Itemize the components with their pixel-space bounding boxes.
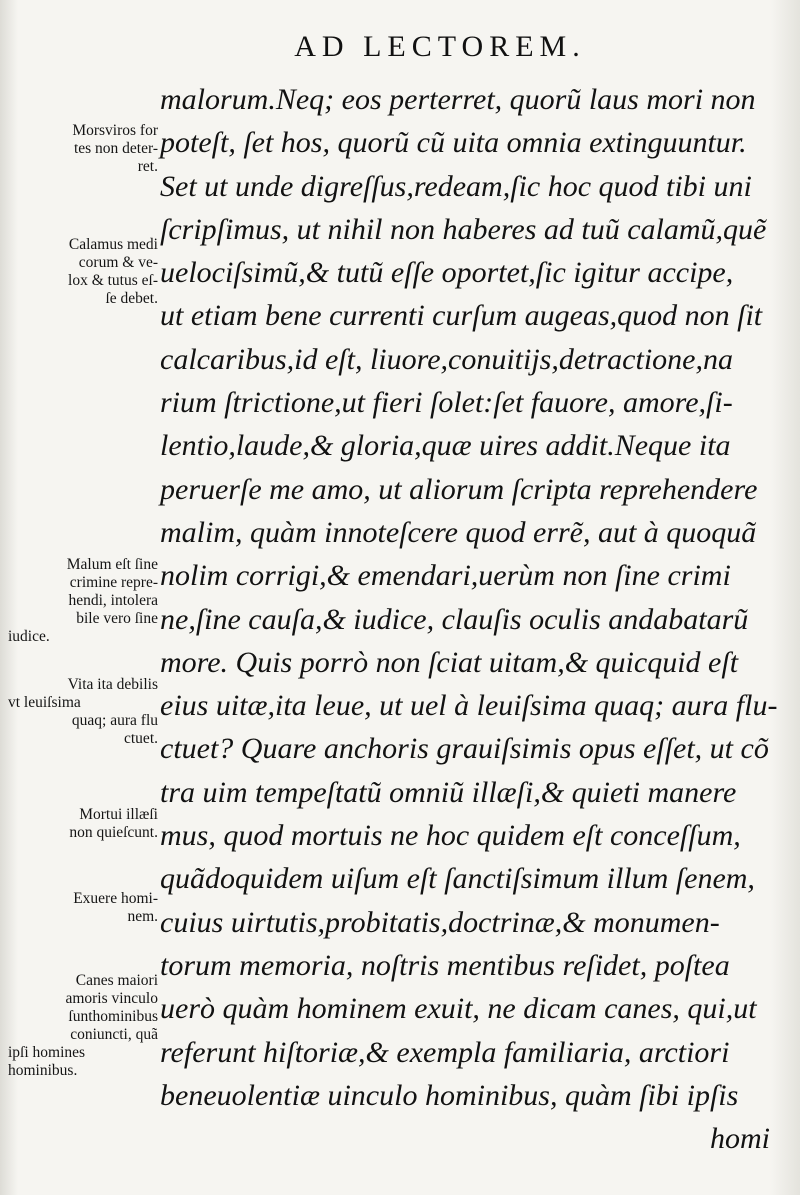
margin-note-line: Vita ita debilis [67,676,158,693]
text-line: rium ſtrictione,ut fieri ſolet:ſet fauore, amore,ſi- [160,386,733,420]
margin-note-line: ipſi homines [8,1044,86,1061]
margin-note-line: Morsviros for [72,122,158,139]
text-line: torum memoria, noſtris mentibus reſidet, poſtea [160,948,730,982]
text-line: malim, quàm innoteſcere quod errẽ, aut à quoquã [160,515,757,549]
margin-note-morsviros [8,122,158,176]
text-line: poteſt, ſet hos, quorũ cũ uita omnia extinguuntur. [160,126,747,160]
margin-note-line: Malum eſt ſine [66,556,158,573]
margin-note-line: Calamus medi [68,236,158,253]
margin-note-exuere [8,890,158,926]
text-line: referunt hiſtoriæ,& exempla familiaria, arctiori [160,1035,730,1069]
text-line: lentio,laude,& gloria,quæ uires addit.Neque ita [160,429,731,463]
text-line: ſcripſimus, ut nihil non haberes ad tuũ calamũ,quẽ [160,212,767,246]
margin-note-line: iudice. [8,628,50,645]
text-line: ctuet? Quare anchoris grauiſsimis opus eſſet, ut cõ [160,732,769,766]
margin-note-malum [8,556,158,646]
margin-note-line: vt leuiſsima [8,694,81,711]
margin-note-line: coniuncti, quã [70,1026,158,1043]
margin-note-line: ret. [137,158,158,175]
margin-note-vita [8,676,158,748]
margin-note-line: Exuere homi- [73,890,158,907]
text-line: eius uitæ,ita leue, ut uel à leuiſsima quaq; aura flu- [160,689,778,723]
text-line: ne,ſine cauſa,& iudice, clauſis oculis andabatarũ [160,602,749,636]
catchword: homi [710,1122,770,1156]
margin-note-line: nem. [127,908,158,925]
text-line: uelociſsimũ,& tutũ eſſe oportet,ſic igitur accipe, [160,256,734,290]
margin-note-canes [8,972,158,1080]
text-line: peruerſe me amo, ut aliorum ſcripta reprehendere [160,472,758,506]
margin-note-line: Canes maiori [75,972,158,989]
margin-note-line: lox & tutus eſ- [68,272,158,289]
margin-note-line: corum & ve- [78,254,158,271]
text-line: quãdoquidem uiſum eſt ſanctiſsimum illum ſenem, [160,862,755,896]
text-line: nolim corrigi,& emendari,uerùm non ſine crimi [160,559,731,593]
margin-note-line: amoris vinculo [65,990,158,1007]
margin-note-line: hendi, intolera [68,592,158,609]
text-line: malorum.Neq; eos perterret, quorũ laus mori non [160,83,756,116]
text-line: Set ut unde digreſſus,redeam,ſic hoc quod tibi uni [160,169,752,203]
text-line: calcaribus,id eſt, liuore,conuitijs,detractione,na [160,342,733,376]
margin-note-line: ctuet. [124,730,158,747]
margin-note-line: quaq; aura flu [71,712,158,729]
text-line: ut etiam bene currenti curſum augeas,quod non ſit [160,299,763,333]
text-line: mus, quod mortuis ne hoc quidem eſt conceſſum, [160,819,741,853]
text-line: beneuolentiæ uinculo hominibus, quàm ſibi ipſis [160,1078,739,1112]
margin-note-calamus [8,236,158,308]
margin-note-line: Mortui illæſi [79,806,158,823]
running-header: AD LECTOREM. [294,30,586,63]
text-line: uerò quàm hominem exuit, ne dicam canes, qui,ut [160,992,757,1026]
text-line: tra uim tempeſtatũ omniũ illæſi,& quieti manere [160,775,737,809]
margin-note-mortui [8,806,158,842]
text-line: more. Quis porrò non ſciat uitam,& quicquid eſt [160,645,739,679]
margin-note-line: hominibus. [8,1062,78,1079]
margin-note-line: crimine repre- [69,574,158,591]
margin-note-line: ſe debet. [105,290,158,307]
main-text-block [160,78,778,1160]
text-line: cuius uirtutis,probitatis,doctrinæ,& monumen- [160,905,720,939]
margin-note-line: tes non deter- [73,140,158,157]
margin-note-line: ſunthominibus [68,1008,158,1025]
margin-note-line: bile vero ſine [76,610,158,627]
margin-note-line: non quieſcunt. [69,824,158,841]
